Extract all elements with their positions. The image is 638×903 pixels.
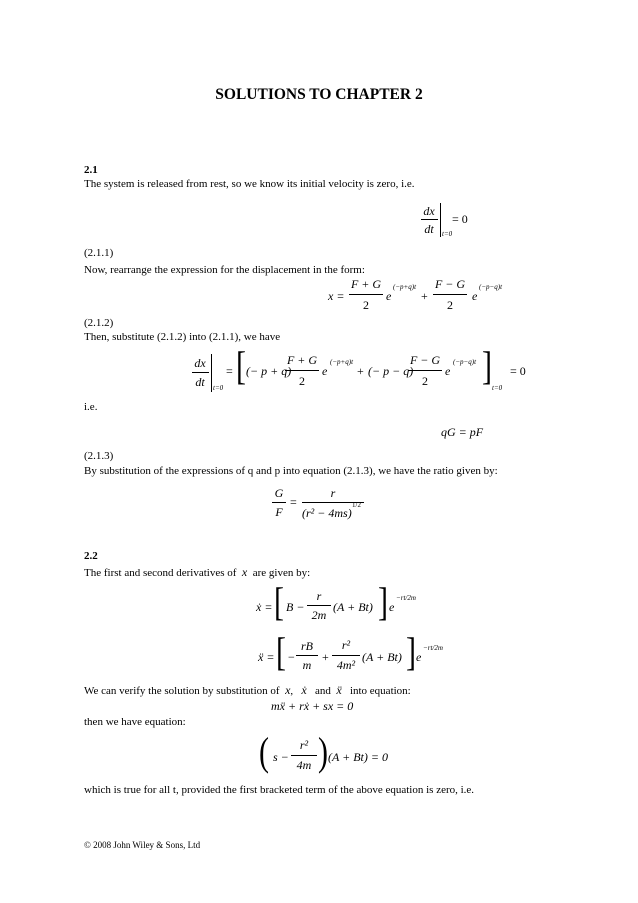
denominator-2: 2 xyxy=(447,298,453,312)
equals-sign: = xyxy=(290,495,297,509)
equation-label-2-1-3: (2.1.3) xyxy=(84,450,114,462)
paragraph-then: then we have equation: xyxy=(84,716,186,728)
denominator-F: F xyxy=(275,505,283,519)
exp-base-e: e xyxy=(472,289,478,303)
exponent-minus: (−p−q)t xyxy=(479,283,503,291)
numerator-dx: dx xyxy=(423,204,435,218)
equation-qG-pF: qG = pF xyxy=(441,425,484,439)
right-bracket: ] xyxy=(406,630,416,675)
xdot-equals: ẋ = xyxy=(256,600,273,614)
footer-copyright: © 2008 John Wiley & Sons, Ltd xyxy=(84,840,201,850)
exponent-plus: (−p+q)t xyxy=(330,358,354,366)
s-minus: s − xyxy=(273,750,289,764)
right-paren: ) xyxy=(318,730,328,775)
numerator-FpG: F + G xyxy=(286,353,318,367)
fraction-bar xyxy=(408,370,442,371)
A-plus-Bt-equals-zero: (A + Bt) = 0 xyxy=(328,750,388,764)
section-heading-2-1: 2.1 xyxy=(84,164,98,176)
eval-subscript: t=0 xyxy=(492,384,503,392)
denominator-dt: dt xyxy=(195,375,205,389)
denominator-2m: 2m xyxy=(311,608,327,622)
denominator-2: 2 xyxy=(363,298,369,312)
text: The first and second derivatives of xyxy=(84,567,237,579)
A-plus-Bt: (A + Bt) xyxy=(333,600,373,614)
plus-sign: + xyxy=(421,289,428,303)
denominator-4m2: 4m² xyxy=(336,658,356,672)
left-bracket: [ xyxy=(274,580,284,625)
evaluation-bar xyxy=(440,203,441,237)
variable-x: x xyxy=(241,565,248,579)
denominator-m: m xyxy=(302,658,312,672)
numerator-dx: dx xyxy=(194,356,206,370)
paragraph-2-1-intro: The system is released from rest, so we know its initial velocity is zero, i.e. xyxy=(84,178,415,190)
fraction-bar xyxy=(421,219,438,220)
variable-xdot: ẋ xyxy=(301,683,307,697)
text: are given by: xyxy=(252,567,311,579)
comma: , xyxy=(290,685,294,697)
fraction-bar xyxy=(296,655,318,656)
exp-base-e: e xyxy=(386,289,392,303)
numerator-G: G xyxy=(274,486,284,500)
equation-label-2-1-1: (2.1.1) xyxy=(84,247,114,259)
eval-subscript: t=0 xyxy=(213,384,224,392)
numerator-rB: rB xyxy=(301,639,313,653)
text: into equation: xyxy=(349,685,411,697)
equation-of-motion: mẍ + rẋ + sx = 0 xyxy=(271,699,354,713)
x-equals: x = xyxy=(328,289,345,303)
numerator-FpG: F + G xyxy=(350,277,382,291)
eval-subscript: t=0 xyxy=(442,230,453,238)
variable-x: x xyxy=(285,683,291,697)
numerator-FmG: F − G xyxy=(434,277,466,291)
fraction-bar xyxy=(272,502,286,503)
numerator-r2: r² xyxy=(341,638,351,652)
numerator-FmG: F − G xyxy=(409,353,441,367)
fraction-bar xyxy=(433,294,467,295)
equals-zero: = 0 xyxy=(510,364,526,378)
denominator-2: 2 xyxy=(422,374,428,388)
right-bracket: ] xyxy=(378,580,388,625)
equals-zero: = 0 xyxy=(452,212,468,226)
page-title: SOLUTIONS TO CHAPTER 2 xyxy=(215,86,423,103)
exponent-decay: −rt/2m xyxy=(423,644,443,652)
exponent-minus: (−p−q)t xyxy=(453,358,477,366)
paragraph-verify xyxy=(84,684,411,698)
exponent-plus: (−p+q)t xyxy=(393,283,417,291)
plus-sign: + xyxy=(322,650,329,664)
left-bracket: [ xyxy=(276,630,286,675)
exp-base-e: e xyxy=(416,650,422,664)
fraction-bar xyxy=(349,294,383,295)
exponent-decay: −rt/2m xyxy=(396,594,416,602)
text: We can verify the solution by substitution of xyxy=(84,685,280,697)
denominator-dt: dt xyxy=(424,222,434,236)
exponent-half: 1/2 xyxy=(352,501,361,509)
exp-base-e: e xyxy=(389,600,395,614)
paragraph-ie: i.e. xyxy=(84,401,98,413)
A-plus-Bt: (A + Bt) xyxy=(362,650,402,664)
plus-sign: + xyxy=(357,364,364,378)
equation-label-2-1-2: (2.1.2) xyxy=(84,317,114,329)
right-bracket: ] xyxy=(482,344,492,389)
paragraph-rearrange: Now, rearrange the expression for the displacement in the form: xyxy=(84,264,365,276)
left-paren: ( xyxy=(259,730,269,775)
evaluation-bar xyxy=(211,354,212,392)
term-neg-p-plus-q: (− p + q) xyxy=(246,364,292,378)
section-heading-2-2: 2.2 xyxy=(84,550,98,562)
B-minus: B − xyxy=(286,600,305,614)
fraction-bar xyxy=(285,370,319,371)
paragraph-true-for-all-t: which is true for all t, provided the first bracketed term of the above equation is zero, i.e. xyxy=(84,784,475,796)
denominator-4m: 4m xyxy=(296,758,312,772)
paragraph-substitute: Then, substitute (2.1.2) into (2.1.1), we have xyxy=(84,331,281,343)
numerator-r: r xyxy=(330,486,336,500)
left-bracket: [ xyxy=(236,344,246,389)
denominator-r2-4ms: (r² − 4ms) xyxy=(302,506,352,520)
term-neg-p-minus-q: (− p − q) xyxy=(368,364,414,378)
xddot-equals: ẍ = xyxy=(258,650,275,664)
minus-sign: − xyxy=(288,650,295,664)
fraction-bar xyxy=(332,655,360,656)
equals-sign: = xyxy=(226,364,233,378)
text-and: and xyxy=(314,685,331,697)
paragraph-derivatives xyxy=(84,566,310,580)
denominator-2: 2 xyxy=(299,374,305,388)
fraction-bar xyxy=(307,605,331,606)
variable-xddot: ẍ xyxy=(336,683,342,697)
exp-base-e: e xyxy=(322,364,328,378)
fraction-bar xyxy=(192,372,209,373)
numerator-r2: r² xyxy=(299,738,309,752)
exp-base-e: e xyxy=(445,364,451,378)
numerator-r: r xyxy=(316,589,322,603)
paragraph-ratio: By substitution of the expressions of q and p into equation (2.1.3), we have the ratio given by: xyxy=(84,465,498,477)
fraction-bar xyxy=(291,755,317,756)
